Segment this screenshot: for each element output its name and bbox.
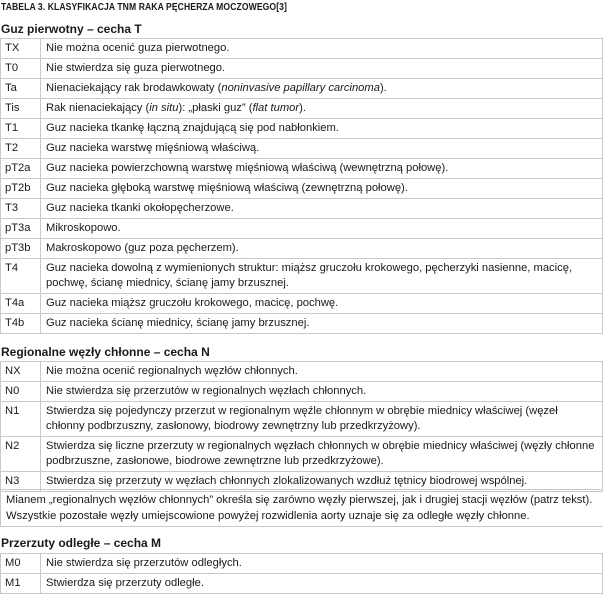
- table-row: [1, 294, 603, 314]
- table-row: [1, 259, 603, 294]
- row-code: T1: [1, 119, 41, 139]
- table-row: [1, 99, 603, 119]
- row-desc: Stwierdza się pojedynczy przerzut w regionalnym węźle chłonnym w obrębie miednicy właściwej (węzeł chłonny podbrzuszny, zasłonowy, biodrowy zewnętrzny lub przedkrzyżowy).: [41, 402, 603, 437]
- table-t: [0, 38, 603, 334]
- row-desc: Guz nacieka tkankę łączną znajdującą się pod nabłonkiem.: [41, 119, 603, 139]
- table-row: [1, 159, 603, 179]
- row-code: N0: [1, 382, 41, 402]
- table-row: [1, 199, 603, 219]
- row-code: pT3b: [1, 239, 41, 259]
- row-code: T2: [1, 139, 41, 159]
- row-code: N3: [1, 472, 41, 492]
- table-row: [1, 362, 603, 382]
- lymph-node-note: Mianem „regionalnych węzłów chłonnych” określa się zarówno węzły pierwszej, jak i drugiej stacji węzłów (patrz tekst). Wszystkie pozostałe węzły umiejscowione powyżej rozwidlenia aorty uznaje się za odległe węzły chłonne.: [0, 489, 603, 527]
- table-row: [1, 437, 603, 472]
- row-desc: Makroskopowo (guz poza pęcherzem).: [41, 239, 603, 259]
- table-row: [1, 239, 603, 259]
- row-desc: Guz nacieka miąższ gruczołu krokowego, macicę, pochwę.: [41, 294, 603, 314]
- row-code: N1: [1, 402, 41, 437]
- row-code: pT2b: [1, 179, 41, 199]
- table-row: [1, 79, 603, 99]
- row-code: M1: [1, 574, 41, 594]
- row-desc: Stwierdza się przerzuty w węzłach chłonnych zlokalizowanych wzdłuż tętnicy biodrowej wspólnej.: [41, 472, 603, 492]
- table-row: [1, 402, 603, 437]
- table-row: [1, 119, 603, 139]
- section-heading-n: Regionalne węzły chłonne – cecha N: [1, 345, 210, 359]
- row-desc: Nienaciekający rak brodawkowaty (noninvasive papillary carcinoma).: [41, 79, 603, 99]
- table-row: [1, 179, 603, 199]
- row-code: NX: [1, 362, 41, 382]
- row-desc: Stwierdza się liczne przerzuty w regionalnych węzłach chłonnych w obrębie miednicy właściwej (węzły chłonne podbrzuszne, zasłonowe, biodrowe zewnętrzne lub przedkrzyżowe).: [41, 437, 603, 472]
- section-heading-t: Guz pierwotny – cecha T: [1, 22, 142, 36]
- row-code: T0: [1, 59, 41, 79]
- table-row: [1, 554, 603, 574]
- row-desc: Nie stwierdza się przerzutów odległych.: [41, 554, 603, 574]
- row-desc: Mikroskopowo.: [41, 219, 603, 239]
- table-row: [1, 139, 603, 159]
- row-code: T4: [1, 259, 41, 294]
- row-desc: Stwierdza się przerzuty odległe.: [41, 574, 603, 594]
- table-row: [1, 314, 603, 334]
- row-desc: Guz nacieka ścianę miednicy, ścianę jamy brzusznej.: [41, 314, 603, 334]
- row-code: pT3a: [1, 219, 41, 239]
- row-code: Tis: [1, 99, 41, 119]
- row-code: M0: [1, 554, 41, 574]
- row-desc: Guz nacieka powierzchowną warstwę mięśniową właściwą (wewnętrzną połowę).: [41, 159, 603, 179]
- section-heading-m: Przerzuty odległe – cecha M: [1, 536, 162, 550]
- row-code: pT2a: [1, 159, 41, 179]
- row-code: TX: [1, 39, 41, 59]
- table-row: [1, 382, 603, 402]
- row-desc: Nie stwierdza się przerzutów w regionalnych węzłach chłonnych.: [41, 382, 603, 402]
- row-desc: Guz nacieka warstwę mięśniową właściwą.: [41, 139, 603, 159]
- table-row: [1, 574, 603, 594]
- table-m: [0, 553, 603, 594]
- table-row: [1, 219, 603, 239]
- table-title: TABELA 3. KLASYFIKACJA TNM RAKA PĘCHERZA MOCZOWEGO[3]: [1, 2, 287, 13]
- row-desc: Nie stwierdza się guza pierwotnego.: [41, 59, 603, 79]
- row-code: T3: [1, 199, 41, 219]
- row-code: T4b: [1, 314, 41, 334]
- row-desc: Guz nacieka głęboką warstwę mięśniową właściwą (zewnętrzną połowę).: [41, 179, 603, 199]
- row-code: N2: [1, 437, 41, 472]
- table-row: [1, 59, 603, 79]
- row-code: Ta: [1, 79, 41, 99]
- row-code: T4a: [1, 294, 41, 314]
- table-n: [0, 361, 603, 492]
- row-desc: Rak nienaciekający (in situ): „płaski guz” (flat tumor).: [41, 99, 603, 119]
- row-desc: Nie można ocenić regionalnych węzłów chłonnych.: [41, 362, 603, 382]
- row-desc: Guz nacieka dowolną z wymienionych struktur: miąższ gruczołu krokowego, pęcherzyki nasienne, macicę, pochwę, ścianę miednicy, ścianę jamy brzusznej.: [41, 259, 603, 294]
- row-desc: Nie można ocenić guza pierwotnego.: [41, 39, 603, 59]
- table-row: [1, 39, 603, 59]
- row-desc: Guz nacieka tkanki okołopęcherzowe.: [41, 199, 603, 219]
